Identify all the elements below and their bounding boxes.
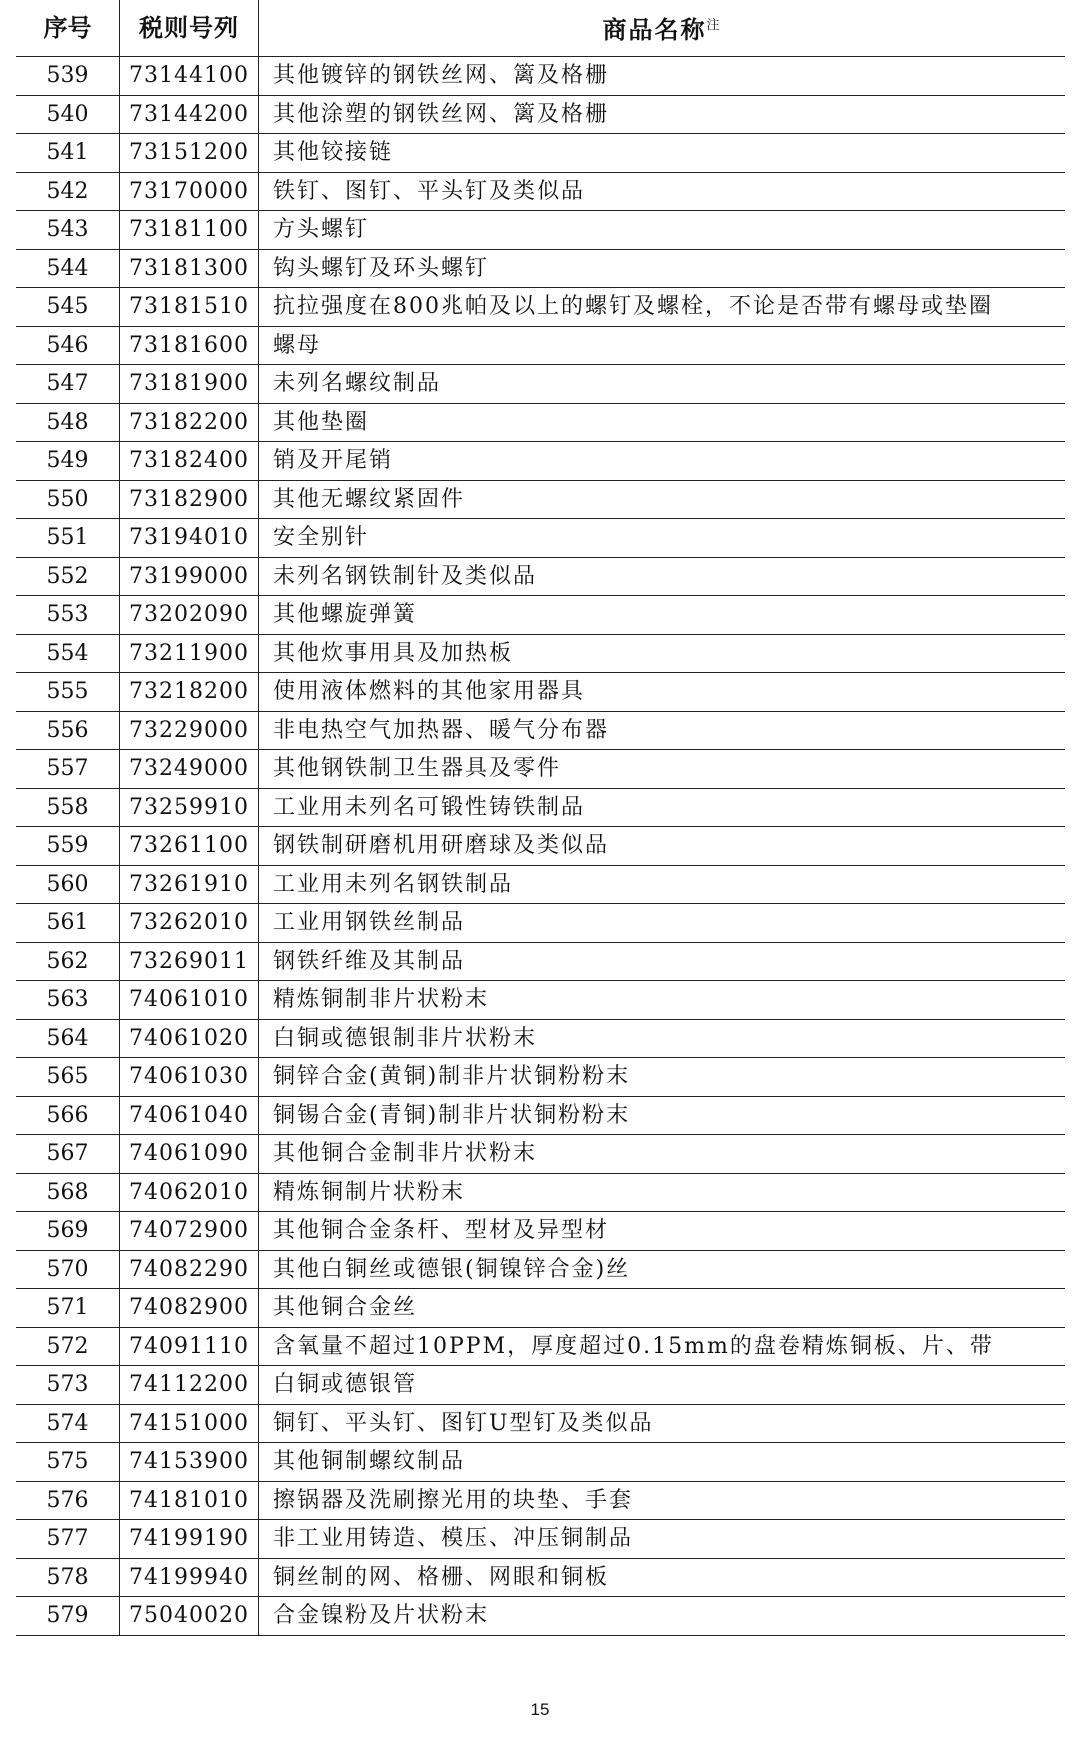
table-row — [16, 1019, 1065, 1058]
cell-code: 73144100 — [120, 57, 259, 96]
cell-code: 74061020 — [120, 1019, 259, 1058]
cell-name: 其他炊事用具及加热板 — [259, 634, 1066, 673]
cell-code: 73182900 — [120, 480, 259, 519]
cell-name: 铜锌合金(黄铜)制非片状铜粉粉末 — [259, 1058, 1066, 1097]
header-note: 注 — [706, 18, 722, 33]
cell-name: 含氧量不超过10PPM，厚度超过0.15mm的盘卷精炼铜板、片、带 — [259, 1327, 1066, 1366]
cell-seq: 545 — [16, 288, 120, 327]
table-row — [16, 1289, 1065, 1328]
table-body — [16, 57, 1065, 1636]
cell-name: 其他铜合金制非片状粉末 — [259, 1135, 1066, 1174]
cell-code: 73269011 — [120, 942, 259, 981]
cell-name: 其他镀锌的钢铁丝网、篱及格栅 — [259, 57, 1066, 96]
cell-code: 73182400 — [120, 442, 259, 481]
cell-code: 74061010 — [120, 981, 259, 1020]
cell-name: 铜钉、平头钉、图钉U型钉及类似品 — [259, 1404, 1066, 1443]
cell-seq: 539 — [16, 57, 120, 96]
table-header-row — [16, 0, 1065, 57]
cell-code: 73181300 — [120, 249, 259, 288]
cell-name: 未列名钢铁制针及类似品 — [259, 557, 1066, 596]
cell-seq: 555 — [16, 673, 120, 712]
table-row — [16, 1481, 1065, 1520]
cell-code: 73181600 — [120, 326, 259, 365]
cell-name: 非工业用铸造、模压、冲压铜制品 — [259, 1520, 1066, 1559]
table-row — [16, 1443, 1065, 1482]
cell-name: 其他无螺纹紧固件 — [259, 480, 1066, 519]
header-code: 税则号列 — [120, 0, 259, 57]
table-row — [16, 172, 1065, 211]
cell-code: 73249000 — [120, 750, 259, 789]
cell-code: 73151200 — [120, 134, 259, 173]
cell-seq: 564 — [16, 1019, 120, 1058]
cell-name: 白铜或德银管 — [259, 1366, 1066, 1405]
cell-seq: 573 — [16, 1366, 120, 1405]
cell-code: 73211900 — [120, 634, 259, 673]
cell-code: 74199190 — [120, 1520, 259, 1559]
table-row — [16, 365, 1065, 404]
table-row — [16, 1597, 1065, 1636]
cell-code: 73144200 — [120, 95, 259, 134]
cell-code: 74062010 — [120, 1173, 259, 1212]
cell-name: 其他垫圈 — [259, 403, 1066, 442]
cell-code: 73218200 — [120, 673, 259, 712]
cell-seq: 559 — [16, 827, 120, 866]
cell-name: 其他白铜丝或德银(铜镍锌合金)丝 — [259, 1250, 1066, 1289]
table-row — [16, 942, 1065, 981]
table-row — [16, 249, 1065, 288]
cell-code: 73229000 — [120, 711, 259, 750]
cell-seq: 578 — [16, 1558, 120, 1597]
cell-seq: 562 — [16, 942, 120, 981]
cell-name: 其他钢铁制卫生器具及零件 — [259, 750, 1066, 789]
table-row — [16, 519, 1065, 558]
table-row — [16, 1058, 1065, 1097]
cell-seq: 571 — [16, 1289, 120, 1328]
cell-code: 74153900 — [120, 1443, 259, 1482]
cell-name: 铜丝制的网、格栅、网眼和铜板 — [259, 1558, 1066, 1597]
cell-name: 其他铜合金丝 — [259, 1289, 1066, 1328]
cell-code: 74082900 — [120, 1289, 259, 1328]
cell-code: 73199000 — [120, 557, 259, 596]
cell-code: 73170000 — [120, 172, 259, 211]
cell-seq: 556 — [16, 711, 120, 750]
cell-name: 其他螺旋弹簧 — [259, 596, 1066, 635]
cell-seq: 542 — [16, 172, 120, 211]
cell-seq: 544 — [16, 249, 120, 288]
table-row — [16, 1096, 1065, 1135]
table-row — [16, 981, 1065, 1020]
cell-seq: 550 — [16, 480, 120, 519]
header-name — [259, 0, 1066, 57]
cell-name: 其他铜合金条杆、型材及异型材 — [259, 1212, 1066, 1251]
cell-seq: 541 — [16, 134, 120, 173]
cell-seq: 554 — [16, 634, 120, 673]
cell-name: 未列名螺纹制品 — [259, 365, 1066, 404]
cell-seq: 558 — [16, 788, 120, 827]
cell-name: 钩头螺钉及环头螺钉 — [259, 249, 1066, 288]
table-row — [16, 557, 1065, 596]
cell-code: 73261100 — [120, 827, 259, 866]
cell-code: 74061030 — [120, 1058, 259, 1097]
cell-name: 工业用未列名钢铁制品 — [259, 865, 1066, 904]
cell-seq: 575 — [16, 1443, 120, 1482]
cell-name: 钢铁制研磨机用研磨球及类似品 — [259, 827, 1066, 866]
cell-name: 其他涂塑的钢铁丝网、篱及格栅 — [259, 95, 1066, 134]
table-row — [16, 1212, 1065, 1251]
cell-code: 73181900 — [120, 365, 259, 404]
cell-code: 75040020 — [120, 1597, 259, 1636]
cell-name: 方头螺钉 — [259, 211, 1066, 250]
cell-seq: 577 — [16, 1520, 120, 1559]
cell-seq: 574 — [16, 1404, 120, 1443]
cell-seq: 572 — [16, 1327, 120, 1366]
cell-seq: 546 — [16, 326, 120, 365]
cell-seq: 561 — [16, 904, 120, 943]
table-row — [16, 288, 1065, 327]
table-row — [16, 865, 1065, 904]
cell-name: 精炼铜制片状粉末 — [259, 1173, 1066, 1212]
table-row — [16, 480, 1065, 519]
cell-name: 工业用钢铁丝制品 — [259, 904, 1066, 943]
table-row — [16, 57, 1065, 96]
cell-seq: 548 — [16, 403, 120, 442]
cell-seq: 540 — [16, 95, 120, 134]
table-row — [16, 788, 1065, 827]
cell-code: 73194010 — [120, 519, 259, 558]
cell-name: 非电热空气加热器、暖气分布器 — [259, 711, 1066, 750]
cell-seq: 543 — [16, 211, 120, 250]
cell-seq: 551 — [16, 519, 120, 558]
cell-seq: 553 — [16, 596, 120, 635]
cell-name: 精炼铜制非片状粉末 — [259, 981, 1066, 1020]
cell-name: 安全别针 — [259, 519, 1066, 558]
cell-code: 74061040 — [120, 1096, 259, 1135]
cell-seq: 560 — [16, 865, 120, 904]
page-number: 15 — [530, 1700, 550, 1719]
cell-seq: 569 — [16, 1212, 120, 1251]
cell-code: 73181100 — [120, 211, 259, 250]
table-row — [16, 711, 1065, 750]
cell-code: 73181510 — [120, 288, 259, 327]
table-row — [16, 134, 1065, 173]
table-row — [16, 326, 1065, 365]
table-row — [16, 1173, 1065, 1212]
table-row — [16, 1558, 1065, 1597]
cell-code: 73259910 — [120, 788, 259, 827]
cell-name: 销及开尾销 — [259, 442, 1066, 481]
cell-seq: 552 — [16, 557, 120, 596]
cell-code: 74072900 — [120, 1212, 259, 1251]
cell-seq: 566 — [16, 1096, 120, 1135]
cell-code: 73202090 — [120, 596, 259, 635]
cell-name: 铁钉、图钉、平头钉及类似品 — [259, 172, 1066, 211]
table-row — [16, 1366, 1065, 1405]
cell-name: 白铜或德银制非片状粉末 — [259, 1019, 1066, 1058]
cell-name: 钢铁纤维及其制品 — [259, 942, 1066, 981]
table-row — [16, 827, 1065, 866]
cell-code: 73262010 — [120, 904, 259, 943]
table-row — [16, 403, 1065, 442]
table-row — [16, 1250, 1065, 1289]
cell-name: 使用液体燃料的其他家用器具 — [259, 673, 1066, 712]
cell-code: 74082290 — [120, 1250, 259, 1289]
table-row — [16, 1327, 1065, 1366]
table-row — [16, 750, 1065, 789]
cell-name: 工业用未列名可锻性铸铁制品 — [259, 788, 1066, 827]
cell-name: 其他铰接链 — [259, 134, 1066, 173]
table-row — [16, 634, 1065, 673]
cell-code: 73261910 — [120, 865, 259, 904]
cell-code: 74199940 — [120, 1558, 259, 1597]
cell-code: 73182200 — [120, 403, 259, 442]
table-row — [16, 904, 1065, 943]
cell-code: 74091110 — [120, 1327, 259, 1366]
cell-seq: 567 — [16, 1135, 120, 1174]
table-row — [16, 1404, 1065, 1443]
cell-seq: 568 — [16, 1173, 120, 1212]
cell-seq: 565 — [16, 1058, 120, 1097]
cell-code: 74181010 — [120, 1481, 259, 1520]
table-row — [16, 95, 1065, 134]
table-row — [16, 442, 1065, 481]
table-row — [16, 673, 1065, 712]
cell-name: 螺母 — [259, 326, 1066, 365]
table-row — [16, 211, 1065, 250]
table-row — [16, 1135, 1065, 1174]
cell-name: 合金镍粉及片状粉末 — [259, 1597, 1066, 1636]
table-row — [16, 596, 1065, 635]
cell-name: 铜锡合金(青铜)制非片状铜粉粉末 — [259, 1096, 1066, 1135]
cell-name: 抗拉强度在800兆帕及以上的螺钉及螺栓，不论是否带有螺母或垫圈 — [259, 288, 1066, 327]
cell-name: 其他铜制螺纹制品 — [259, 1443, 1066, 1482]
tariff-table — [16, 0, 1065, 1636]
cell-seq: 579 — [16, 1597, 120, 1636]
cell-code: 74061090 — [120, 1135, 259, 1174]
cell-code: 74112200 — [120, 1366, 259, 1405]
header-seq: 序号 — [16, 0, 120, 57]
cell-seq: 576 — [16, 1481, 120, 1520]
cell-name: 擦锅器及洗刷擦光用的块垫、手套 — [259, 1481, 1066, 1520]
header-name-text: 商品名称 — [602, 16, 707, 44]
cell-code: 74151000 — [120, 1404, 259, 1443]
cell-seq: 557 — [16, 750, 120, 789]
cell-seq: 563 — [16, 981, 120, 1020]
table-row — [16, 1520, 1065, 1559]
cell-seq: 549 — [16, 442, 120, 481]
cell-seq: 547 — [16, 365, 120, 404]
cell-seq: 570 — [16, 1250, 120, 1289]
